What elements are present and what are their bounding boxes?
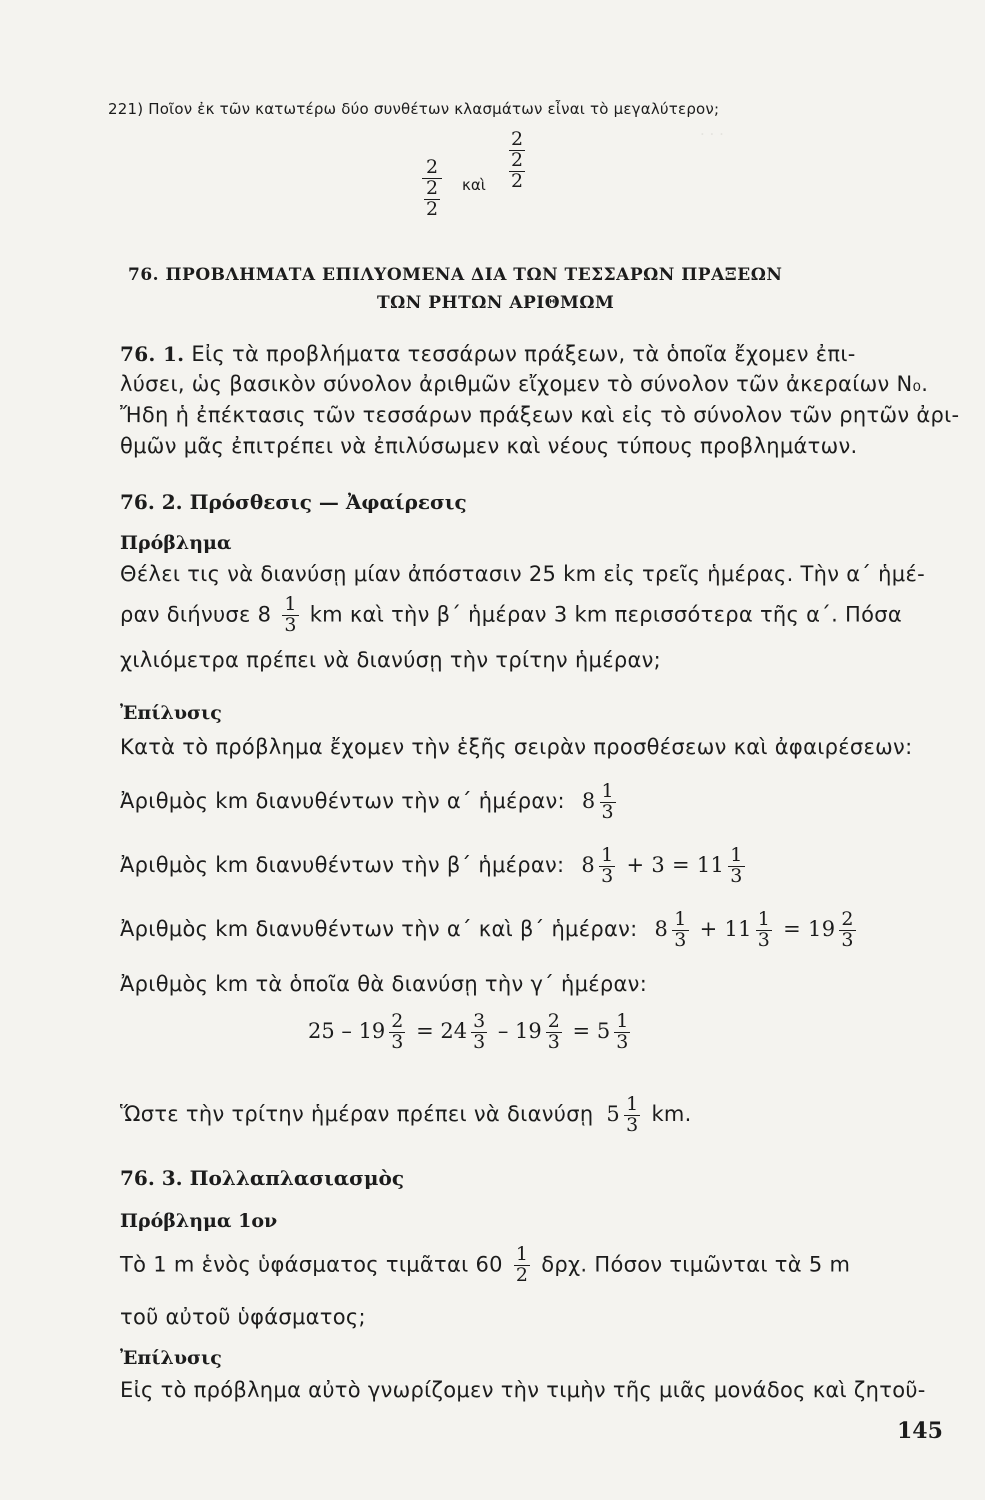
problem-label-763: Πρόβλημα 1ον bbox=[120, 1210, 278, 1232]
conclusion-line bbox=[120, 1095, 692, 1136]
solution-line1-text: Ἀριθμὸς km διανυθέντων τὴν α΄ ἡμέραν: bbox=[120, 788, 565, 813]
conjunction-kai: καὶ bbox=[462, 176, 486, 194]
solution-line3 bbox=[120, 910, 860, 951]
frac-a-numerator: 2 bbox=[426, 156, 439, 178]
compound-fraction-b bbox=[505, 130, 529, 192]
question-221: 221) Ποῖον ἐκ τῶν κατωτέρω δύο συνθέτων κλασμάτων εἶναι τὸ μεγαλύτερον; bbox=[108, 100, 720, 118]
solution-line3-text: Ἀριθμὸς km διανυθέντων τὴν α΄ καὶ β΄ ἡμέραν: bbox=[120, 916, 638, 941]
para-761-line3: Ἤδη ἡ ἐπέκτασις τῶν τεσσάρων πράξεων καὶ εἰς τὸ σύνολον τῶν ρητῶν ἀρι- bbox=[120, 403, 960, 427]
problem-763-line1-a: Τὸ 1 m ἑνὸς ὑφάσματος τιμᾶται 60 bbox=[120, 1252, 503, 1277]
problem-763-line2: τοῦ αὐτοῦ ὑφάσματος; bbox=[120, 1305, 366, 1329]
mixed-5-1-3: 5 $\frac{1}{3}$ bbox=[606, 1093, 639, 1136]
problem-762-line1: Θέλει τις νὰ διανύσῃ μίαν ἀπόστασιν 25 km εἰς τρεῖς ἡμέρας. Τὴν α΄ ἡμέ- bbox=[120, 562, 925, 586]
solution-label-762: Ἐπίλυσις bbox=[120, 702, 222, 724]
equation-day2: 8 $\frac{1}{3}$ + 3 = 11 $\frac{1}{3}$ bbox=[581, 844, 743, 887]
frac-b-inner-den: 2 bbox=[511, 148, 524, 171]
section-title-line1: 76. ΠΡΟΒΛΗΜΑΤΑ ΕΠΙΛΥΟΜΕΝΑ ΔΙΑ ΤΩΝ ΤΕΣΣΑΡΩΝ ΠΡΑΞΕΩΝ bbox=[128, 265, 783, 285]
problem-763-line1 bbox=[120, 1245, 850, 1286]
conclusion-unit: km. bbox=[651, 1101, 692, 1126]
section-762-heading: 76. 2. Πρόσθεσις — Ἀφαίρεσις bbox=[120, 490, 467, 514]
section-763-heading: 76. 3. Πολλαπλασιασμὸς bbox=[120, 1166, 405, 1190]
equation-days-1-2: 8 $\frac{1}{3}$ + 11 $\frac{1}{3}$ = 19 $\frac{2}{3}$ bbox=[654, 908, 854, 951]
solution-line2 bbox=[120, 846, 749, 887]
problem-763-line1-b: δρχ. Πόσον τιμῶνται τὰ 5 m bbox=[541, 1252, 851, 1277]
para-761-text1: Εἰς τὰ προβλήματα τεσσάρων πράξεων, τὰ ὁποῖα ἔχομεν ἐπι- bbox=[191, 342, 856, 366]
fraction-one-half: $\frac{1}{2}$ bbox=[515, 1243, 529, 1286]
para-761-line4: θμῶν μᾶς ἐπιτρέπει νὰ ἐπιλύσωμεν καὶ νέους τύπους προβλημάτων. bbox=[120, 434, 858, 458]
fraction-one-third: $\frac{1}{3}$ bbox=[284, 593, 297, 636]
frac-a-inner-num: 2 bbox=[426, 176, 439, 199]
frac-b-denominator: 2 bbox=[511, 169, 524, 192]
equation-day3: 25 – 19 $\frac{2}{3}$ = 24 $\frac{3}{3}$ – 19 $\frac{2}{3}$ = 5 $\frac{1}{3}$ bbox=[308, 1010, 629, 1053]
problem-762-line2-b: km καὶ τὴν β΄ ἡμέραν 3 km περισσότερα τῆς α΄. Πόσα bbox=[309, 602, 903, 627]
problem-762-line2-a: ραν διήνυσε 8 bbox=[120, 602, 272, 627]
page-number: 145 bbox=[897, 1418, 943, 1444]
conclusion-text: Ὥστε τὴν τρίτην ἡμέραν πρέπει νὰ διανύσῃ bbox=[120, 1101, 594, 1126]
solution-line2-text: Ἀριθμὸς km διανυθέντων τὴν β΄ ἡμέραν: bbox=[120, 852, 565, 877]
solution-label-763: Ἐπίλυσις bbox=[120, 1347, 222, 1369]
problem-762-line3: χιλιόμετρα πρέπει νὰ διανύσῃ τὴν τρίτην ἡμέραν; bbox=[120, 648, 662, 672]
problem-762-line2 bbox=[120, 595, 902, 636]
para-761-number: 76. 1. bbox=[120, 342, 185, 366]
mixed-8-1-3: 8 $\frac{1}{3}$ bbox=[581, 780, 614, 823]
para-761-line2: λύσει, ὡς βασικὸν σύνολον ἀριθμῶν εἴχομεν τὸ σύνολον τῶν ἀκεραίων N₀. bbox=[120, 372, 929, 396]
section-title-line2: ΤΩΝ ΡΗΤΩΝ ΑΡΙΘΜΩΜ bbox=[377, 293, 615, 313]
solution-line1 bbox=[120, 782, 620, 823]
compound-fraction-a bbox=[418, 158, 446, 220]
solution-intro: Κατὰ τὸ πρόβλημα ἔχομεν τὴν ἑξῆς σειρὰν προσθέσεων καὶ ἀφαιρέσεων: bbox=[120, 735, 913, 759]
frac-a-inner-den: 2 bbox=[426, 197, 439, 220]
para-761-line1 bbox=[120, 342, 856, 366]
frac-b-inner-num: 2 bbox=[511, 128, 524, 150]
solution-763-line1: Εἰς τὸ πρόβλημα αὐτὸ γνωρίζομεν τὴν τιμὴν τῆς μιᾶς μονάδος καὶ ζητοῦ- bbox=[120, 1378, 926, 1402]
solution-line4: Ἀριθμὸς km τὰ ὁποῖα θὰ διανύσῃ τὴν γ΄ ἡμέραν: bbox=[120, 972, 648, 996]
problem-label-762: Πρόβλημα bbox=[120, 532, 232, 554]
bleed-through: · · · bbox=[700, 125, 724, 143]
